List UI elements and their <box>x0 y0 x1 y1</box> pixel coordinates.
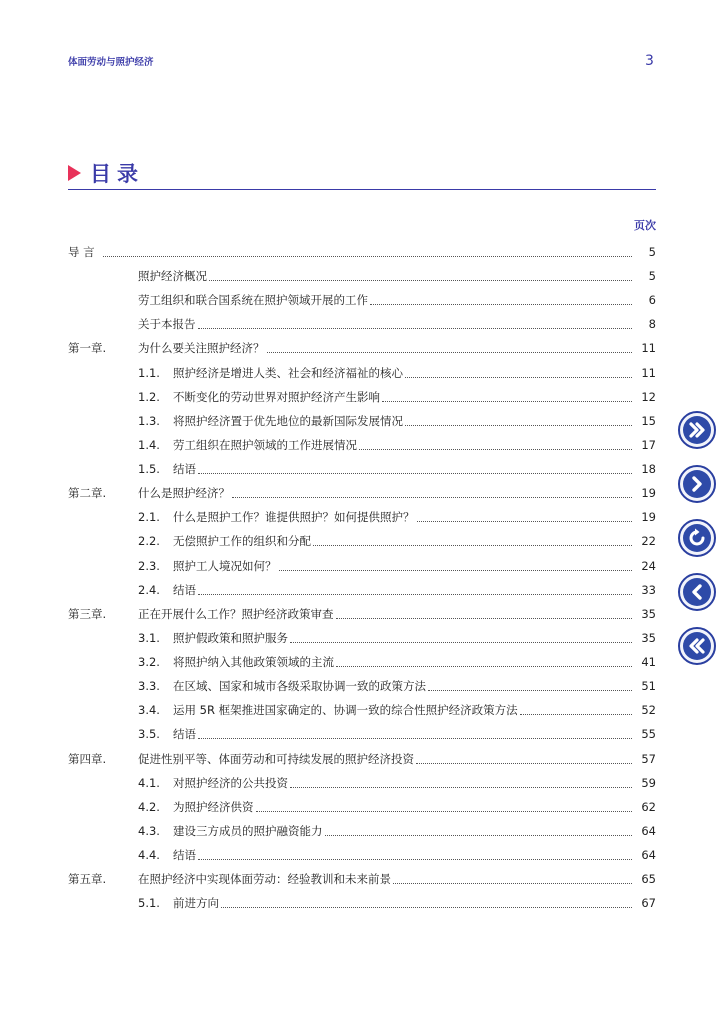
toc-section-row[interactable] <box>68 385 656 405</box>
entry-title: 照护假政策和照护服务 <box>173 630 288 645</box>
dot-leader <box>198 859 632 860</box>
toc-entry <box>138 800 656 815</box>
toc-section-row[interactable] <box>68 409 656 429</box>
entry-page-number: 8 <box>648 317 656 332</box>
section-number: 1.4. <box>138 437 160 452</box>
toc-entry <box>138 366 656 381</box>
chapter-number: 第一章. <box>68 341 107 356</box>
entry-title: 运用 5R 框架推进国家确定的、协调一致的综合性照护经济政策方法 <box>173 703 518 718</box>
toc-chapter-row[interactable] <box>68 602 656 622</box>
entry-page-number: 5 <box>648 245 656 259</box>
navigation-buttons <box>678 411 716 681</box>
toc-entry <box>138 655 656 670</box>
toc-entry <box>138 390 656 405</box>
dot-leader <box>267 352 633 353</box>
section-number: 3.1. <box>138 630 160 645</box>
entry-title: 照护经济是增进人类、社会和经济福祉的核心 <box>173 365 403 380</box>
entry-title: 劳工组织和联合国系统在照护领域开展的工作 <box>138 293 368 308</box>
section-number: 4.1. <box>138 775 160 790</box>
entry-title: 为照护经济供资 <box>173 799 254 814</box>
chapter-number: 第三章. <box>68 606 107 621</box>
toc-entry <box>138 293 656 308</box>
chapter-number: 第四章. <box>68 751 107 766</box>
toc-entry <box>138 824 656 839</box>
entry-title: 什么是照护经济？ <box>138 486 230 501</box>
section-number: 1.5. <box>138 462 160 477</box>
dot-leader <box>382 401 632 402</box>
toc-entry <box>138 727 656 742</box>
toc-entry <box>138 462 656 477</box>
dot-leader <box>198 328 633 329</box>
section-number: 2.2. <box>138 534 160 549</box>
toc-section-row[interactable] <box>68 722 656 742</box>
toc-section-row[interactable] <box>68 843 656 863</box>
entry-page-number: 12 <box>641 389 656 404</box>
entry-page-number: 64 <box>641 848 656 862</box>
chevron-left-button[interactable] <box>678 573 716 611</box>
entry-title: 不断变化的劳动世界对照护经济产生影响 <box>173 389 380 404</box>
toc-entry <box>138 679 656 694</box>
toc-entry <box>138 534 656 549</box>
toc-section-row[interactable] <box>68 361 656 381</box>
entry-page-number: 19 <box>641 510 656 525</box>
toc-chapter-row[interactable] <box>68 481 656 501</box>
section-number: 1.1. <box>138 365 160 380</box>
dot-leader <box>416 763 632 764</box>
toc-entry <box>138 269 656 284</box>
entry-page-number: 33 <box>641 582 656 597</box>
double-chevron-right-button[interactable] <box>678 411 716 449</box>
dot-leader <box>198 473 632 474</box>
dot-leader <box>290 642 632 643</box>
entry-page-number: 62 <box>641 799 656 814</box>
reload-button[interactable] <box>678 519 716 557</box>
chevron-right-icon <box>683 470 711 498</box>
page-column-label: 页次 <box>634 219 656 232</box>
chapter-number: 导 言 <box>68 245 95 259</box>
chevron-right-button[interactable] <box>678 465 716 503</box>
toc-entry <box>138 341 656 356</box>
toc-entry <box>101 245 656 260</box>
entry-title: 结语 <box>173 462 196 477</box>
section-number: 5.1. <box>138 896 160 911</box>
dot-leader <box>393 883 632 884</box>
entry-title: 为什么要关注照护经济？ <box>138 341 265 356</box>
dot-leader <box>290 787 632 788</box>
entry-title: 照护工人境况如何？ <box>173 558 277 573</box>
entry-page-number: 52 <box>641 703 656 718</box>
toc-section-row[interactable] <box>68 674 656 694</box>
entry-title: 正在开展什么工作？照护经济政策审查 <box>138 606 334 621</box>
entry-title: 在区域、国家和城市各级采取协调一致的政策方法 <box>173 679 426 694</box>
entry-page-number: 18 <box>641 462 656 477</box>
toc-section-row[interactable] <box>68 795 656 815</box>
entry-title: 关于本报告 <box>138 317 196 332</box>
running-title: 体面劳动与照护经济 <box>68 57 154 68</box>
entry-page-number: 15 <box>641 413 656 428</box>
toc-entry <box>138 848 656 863</box>
toc-entry <box>138 752 656 767</box>
toc-entry <box>138 317 656 332</box>
toc-entry <box>138 776 656 791</box>
toc-section-row[interactable] <box>68 554 656 574</box>
heading-divider <box>68 189 656 190</box>
toc-section-row[interactable] <box>68 626 656 646</box>
entry-page-number: 65 <box>641 872 656 887</box>
entry-title: 在照护经济中实现体面劳动：经验教训和未来前景 <box>138 872 391 887</box>
chevron-left-icon <box>683 578 711 606</box>
section-number: 3.2. <box>138 655 160 670</box>
entry-title: 结语 <box>173 848 196 862</box>
entry-page-number: 11 <box>641 365 656 380</box>
entry-page-number: 51 <box>641 679 656 694</box>
toc-entry <box>138 414 656 429</box>
entry-title: 建设三方成员的照护融资能力 <box>173 823 323 838</box>
dot-leader <box>279 570 633 571</box>
double-chevron-right-icon <box>683 416 711 444</box>
toc-chapter-row[interactable] <box>68 240 656 260</box>
section-number: 1.2. <box>138 389 160 404</box>
toc-chapter-row[interactable] <box>68 747 656 767</box>
toc-entry <box>138 631 656 646</box>
double-chevron-left-icon <box>683 632 711 660</box>
section-number: 3.3. <box>138 679 160 694</box>
entry-page-number: 6 <box>648 293 656 308</box>
triangle-marker-icon <box>68 165 81 181</box>
toc-section-row[interactable] <box>68 433 656 453</box>
entry-page-number: 57 <box>641 751 656 766</box>
toc-section-row[interactable] <box>68 578 656 598</box>
toc-section-row[interactable] <box>68 505 656 525</box>
section-number: 4.2. <box>138 799 160 814</box>
entry-page-number: 24 <box>641 558 656 573</box>
toc-section-row[interactable] <box>68 698 656 718</box>
entry-page-number: 17 <box>641 437 656 452</box>
dot-leader <box>103 256 632 257</box>
entry-page-number: 67 <box>641 896 656 911</box>
entry-title: 劳工组织在照护领域的工作进展情况 <box>173 437 357 452</box>
dot-leader <box>325 835 633 836</box>
toc-heading <box>68 158 144 188</box>
dot-leader <box>428 690 632 691</box>
dot-leader <box>405 377 632 378</box>
toc-section-row[interactable] <box>68 288 656 308</box>
toc-section-row[interactable] <box>68 312 656 332</box>
toc-entry <box>138 486 656 501</box>
toc-section-row[interactable] <box>68 264 656 284</box>
toc-section-row[interactable] <box>68 457 656 477</box>
entry-page-number: 59 <box>641 775 656 790</box>
dot-leader <box>313 545 632 546</box>
dot-leader <box>370 304 632 305</box>
dot-leader <box>232 497 632 498</box>
dot-leader <box>417 521 633 522</box>
toc-chapter-row[interactable] <box>68 336 656 356</box>
entry-page-number: 55 <box>641 727 656 742</box>
chapter-number: 第五章. <box>68 872 107 887</box>
toc-entry <box>138 896 656 911</box>
dot-leader <box>336 618 633 619</box>
entry-title: 对照护经济的公共投资 <box>173 775 288 790</box>
entry-page-number: 5 <box>648 269 656 284</box>
toc-section-row[interactable] <box>68 529 656 549</box>
section-number: 1.3. <box>138 413 160 428</box>
toc-entry <box>138 607 656 622</box>
toc-entry <box>138 438 656 453</box>
toc-section-row[interactable] <box>68 771 656 791</box>
toc-entry <box>138 583 656 598</box>
toc-chapter-row[interactable] <box>68 867 656 887</box>
dot-leader <box>336 666 632 667</box>
dot-leader <box>405 425 632 426</box>
entry-page-number: 22 <box>641 534 656 549</box>
toc-heading-text: 目录 <box>90 162 144 186</box>
section-number: 3.5. <box>138 727 160 742</box>
toc-entry <box>138 510 656 525</box>
page-number: 3 <box>645 53 654 69</box>
dot-leader <box>198 738 632 739</box>
entry-page-number: 35 <box>641 606 656 621</box>
section-number: 4.3. <box>138 823 160 838</box>
entry-page-number: 19 <box>641 486 656 501</box>
toc-entry <box>138 559 656 574</box>
toc-entry <box>138 703 656 718</box>
dot-leader <box>221 907 632 908</box>
chapter-number: 第二章. <box>68 486 107 501</box>
dot-leader <box>520 714 632 715</box>
section-number: 4.4. <box>138 848 160 862</box>
entry-page-number: 64 <box>641 823 656 838</box>
entry-title: 促进性别平等、体面劳动和可持续发展的照护经济投资 <box>138 751 414 766</box>
toc-section-row[interactable] <box>68 819 656 839</box>
dot-leader <box>198 594 632 595</box>
double-chevron-left-button[interactable] <box>678 627 716 665</box>
section-number: 2.1. <box>138 510 160 525</box>
toc-section-row[interactable] <box>68 650 656 670</box>
toc-section-row[interactable] <box>68 891 656 911</box>
entry-title: 结语 <box>173 582 196 597</box>
entry-page-number: 11 <box>641 341 656 356</box>
entry-title: 照护经济概况 <box>138 269 207 284</box>
reload-icon <box>683 524 711 552</box>
section-number: 3.4. <box>138 703 160 718</box>
dot-leader <box>209 280 632 281</box>
dot-leader <box>256 811 633 812</box>
entry-title: 无偿照护工作的组织和分配 <box>173 534 311 549</box>
entry-page-number: 35 <box>641 630 656 645</box>
dot-leader <box>359 449 632 450</box>
entry-title: 将照护纳入其他政策领域的主流 <box>173 655 334 670</box>
entry-title: 前进方向 <box>173 896 219 911</box>
entry-title: 结语 <box>173 727 196 742</box>
entry-page-number: 41 <box>641 655 656 670</box>
section-number: 2.3. <box>138 558 160 573</box>
entry-title: 将照护经济置于优先地位的最新国际发展情况 <box>173 413 403 428</box>
section-number: 2.4. <box>138 582 160 597</box>
entry-title: 什么是照护工作？谁提供照护？如何提供照护？ <box>173 510 415 525</box>
toc-entry <box>138 872 656 887</box>
